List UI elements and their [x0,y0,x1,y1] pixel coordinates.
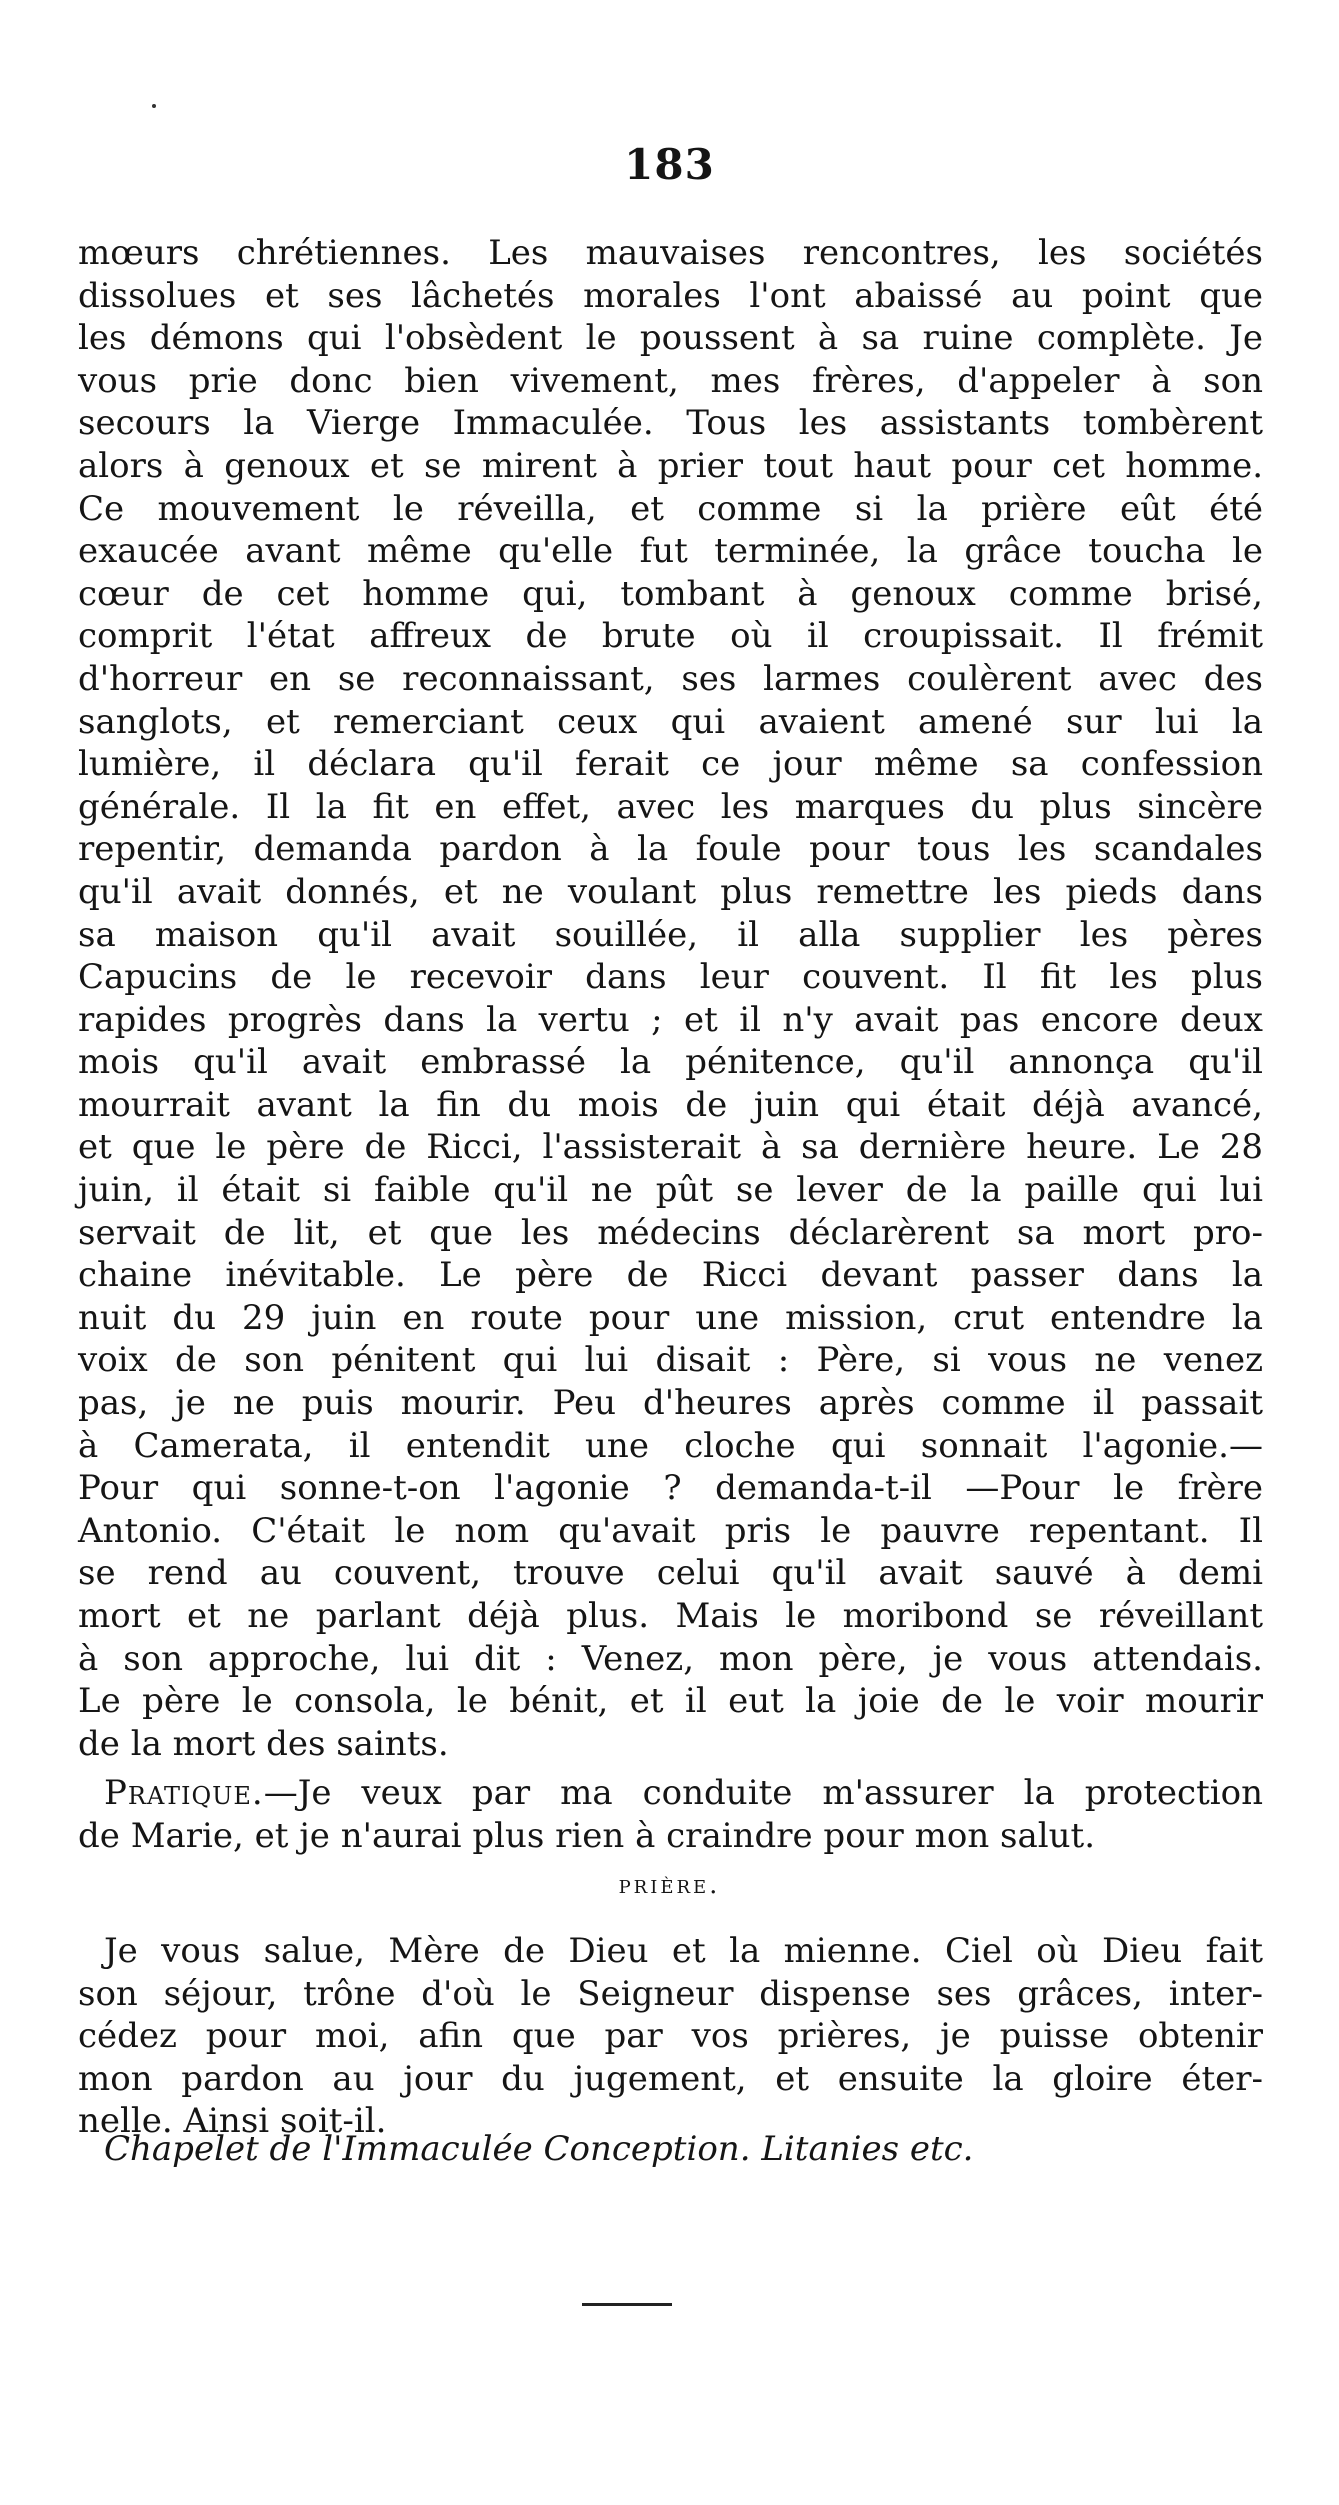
text-line: Le père le consola, le bénit, et il eut la joie de le voir mourir [78,1681,1263,1722]
priere-line: nelle. Ainsi soit-il. [78,2101,387,2142]
text-line: Ce mouvement le réveilla, et comme si la prière eût été [78,488,1263,529]
text-line: qu'il avait donnés, et ne voulant plus remettre les pieds dans [78,871,1263,912]
text-line: mort et ne parlant déjà plus. Mais le moribond se réveillant [78,1596,1263,1636]
text-line: se rend au couvent, trouve celui qu'il avait sauvé à demi [78,1553,1263,1594]
priere-heading: prière. [618,1870,721,1900]
text-line: mois qu'il avait embrassé la pénitence, qu'il annonça qu'il [78,1042,1263,1083]
text-line: de la mort des saints. [78,1723,449,1764]
text-line: servait de lit, et que les médecins déclarèrent sa mort pro- [78,1212,1263,1253]
text-line: les démons qui l'obsèdent le poussent à sa ruine complète. Je [78,318,1263,359]
end-rule [582,2303,672,2306]
priere-line: cédez pour moi, afin que par vos prières, je puisse obtenir [78,2016,1263,2057]
text-line: mourrait avant la fin du mois de juin qui était déjà avancé, [78,1084,1263,1125]
text-line: et que le père de Ricci, l'assisterait à sa dernière heure. Le 28 [78,1127,1263,1168]
print-speck [152,104,156,108]
pratique-line [78,1772,1263,1815]
text-line: alors à genoux et se mirent à prier tout haut pour cet homme. [78,445,1263,486]
text-line: repentir, demanda pardon à la foule pour tous les scandales [78,829,1263,870]
text-line: lumière, il déclara qu'il ferait ce jour même sa confession [78,744,1263,785]
text-line: nuit du 29 juin en route pour une mission, crut entendre la [78,1297,1263,1338]
text-line: chaine inévitable. Le père de Ricci devant passer dans la [78,1255,1263,1296]
pratique-line: de Marie, et je n'aurai plus rien à craindre pour mon salut. [78,1815,1095,1856]
pratique-section [78,1772,1263,1857]
text-line: à son approche, lui dit : Venez, mon père, je vous attendais. [78,1638,1263,1679]
text-line: cœur de cet homme qui, tombant à genoux comme brisé, [78,573,1263,614]
text-line: d'horreur en se reconnaissant, ses larmes coulèrent avec des [78,658,1263,699]
text-line: générale. Il la fit en effet, avec les marques du plus sincère [78,786,1263,827]
text-line: sa maison qu'il avait souillée, il alla supplier les pères [78,914,1263,955]
priere-line: son séjour, trône d'où le Seigneur dispense ses grâces, inter- [78,1973,1263,2014]
page-number: 183 [624,140,715,189]
pratique-text: —Je veux par ma conduite m'assurer la protection [263,1773,1263,1813]
main-paragraph [78,232,1263,1765]
pratique-label: Pratique. [104,1773,264,1813]
text-line: juin, il était si faible qu'il ne pût se lever de la paille qui lui [78,1170,1263,1211]
priere-line: mon pardon au jour du jugement, et ensuite la gloire éter- [78,2058,1263,2099]
text-line: pas, je ne puis mourir. Peu d'heures après comme il passait [78,1383,1263,1424]
text-line: Antonio. C'était le nom qu'avait pris le pauvre repentant. Il [78,1510,1263,1551]
text-line: à Camerata, il entendit une cloche qui sonnait l'agonie.— [78,1425,1263,1466]
chapelet-line: Chapelet de l'Immaculée Conception. Litanies etc. [104,2129,974,2169]
text-line: exaucée avant même qu'elle fut terminée, la grâce toucha le [78,531,1263,572]
text-line: sanglots, et remerciant ceux qui avaient amené sur lui la [78,701,1263,742]
priere-paragraph [78,1930,1263,2143]
text-line: Capucins de le recevoir dans leur couvent. Il fit les plus [78,957,1263,998]
text-line: voix de son pénitent qui lui disait : Père, si vous ne venez [78,1340,1263,1381]
text-line: secours la Vierge Immaculée. Tous les assistants tombèrent [78,403,1263,444]
text-line: dissolues et ses lâchetés morales l'ont abaissé au point que [78,275,1263,316]
text-line: vous prie donc bien vivement, mes frères, d'appeler à son [78,360,1263,401]
text-line: Pour qui sonne-t-on l'agonie ? demanda-t-il —Pour le frère [78,1468,1263,1509]
priere-line: Je vous salue, Mère de Dieu et la mienne. Ciel où Dieu fait [104,1931,1263,1971]
text-line: mœurs chrétiennes. Les mauvaises rencontres, les sociétés [78,233,1263,273]
text-line: comprit l'état affreux de brute où il croupissait. Il frémit [78,616,1263,657]
text-line: rapides progrès dans la vertu ; et il n'y avait pas encore deux [78,999,1263,1040]
